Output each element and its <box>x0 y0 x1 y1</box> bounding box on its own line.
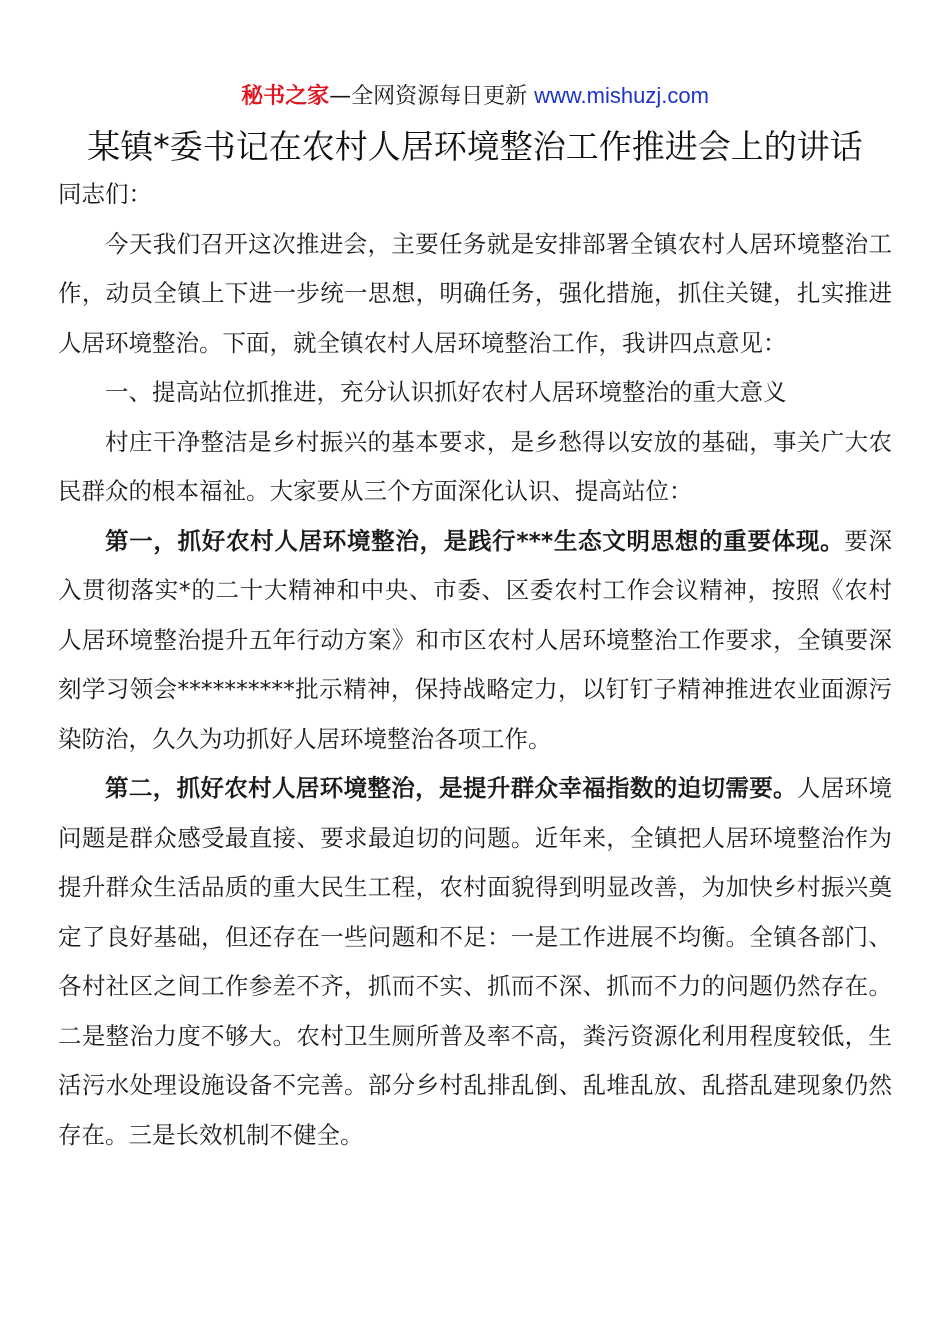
paragraph-point-1 <box>58 517 892 765</box>
greeting: 同志们： <box>58 180 152 208</box>
paragraph-significance: 村庄干净整洁是乡村振兴的基本要求，是乡愁得以安放的基础，事关广大农民群众的根本福祉。大家要从三个方面深化认识、提高站位： <box>58 427 892 505</box>
point-2-text: 人居环境问题是群众感受最直接、要求最迫切的问题。近年来，全镇把人居环境整治作为提升群众生活品质的重大民生工程，农村面貌得到明显改善，为加快乡村振兴奠定了良好基础，但还存在一些问题和不足：一是工作进展不均衡。全镇各部门、各村社区之间工作参差不齐，抓而不实、抓而不深、抓而不力的问题仍然存在。二是整治力度不够大。农村卫生厕所普及率不高，粪污资源化利用程度较低，生活污水处理设施设备不完善。部分乡村乱排乱倒、乱堆乱放、乱搭乱建现象仍然存在。三是长效机制不健全。 <box>58 774 892 1149</box>
site-url-link[interactable]: www.mishuzj.com <box>534 83 709 108</box>
point-1-text: 要深入贯彻落实*的二十大精神和中央、市委、区委农村工作会议精神，按照《农村人居环境整治提升五年行动方案》和市区农村人居环境整治工作要求，全镇要深刻学习领会**********批示精神，保持战略定力，以钉钉子精神推进农业面源污染防治，久久为功抓好人居环境整治各项工作。 <box>58 526 892 753</box>
paragraph-intro: 今天我们召开这次推进会，主要任务就是安排部署全镇农村人居环境整治工作，动员全镇上下进一步统一思想，明确任务，强化措施，抓住关键，扎实推进人居环境整治。下面，就全镇农村人居环境整治工作，我讲四点意见： <box>58 229 892 357</box>
point-2-lead: 第二，抓好农村人居环境整治，是提升群众幸福指数的迫切需要。 <box>105 774 797 802</box>
site-header <box>0 80 950 113</box>
document-title: 某镇*委书记在农村人居环境整治工作推进会上的讲话 <box>87 127 863 166</box>
site-brand: 秘书之家 <box>241 84 330 109</box>
site-slogan: —全网资源每日更新 <box>329 84 535 109</box>
section-heading-1: 一、提高站位抓推进，充分认识抓好农村人居环境整治的重大意义 <box>105 378 787 406</box>
point-1-lead: 第一，抓好农村人居环境整治，是践行***生态文明思想的重要体现。 <box>105 526 845 555</box>
document-body <box>58 170 892 1160</box>
paragraph-point-2 <box>58 764 892 1160</box>
